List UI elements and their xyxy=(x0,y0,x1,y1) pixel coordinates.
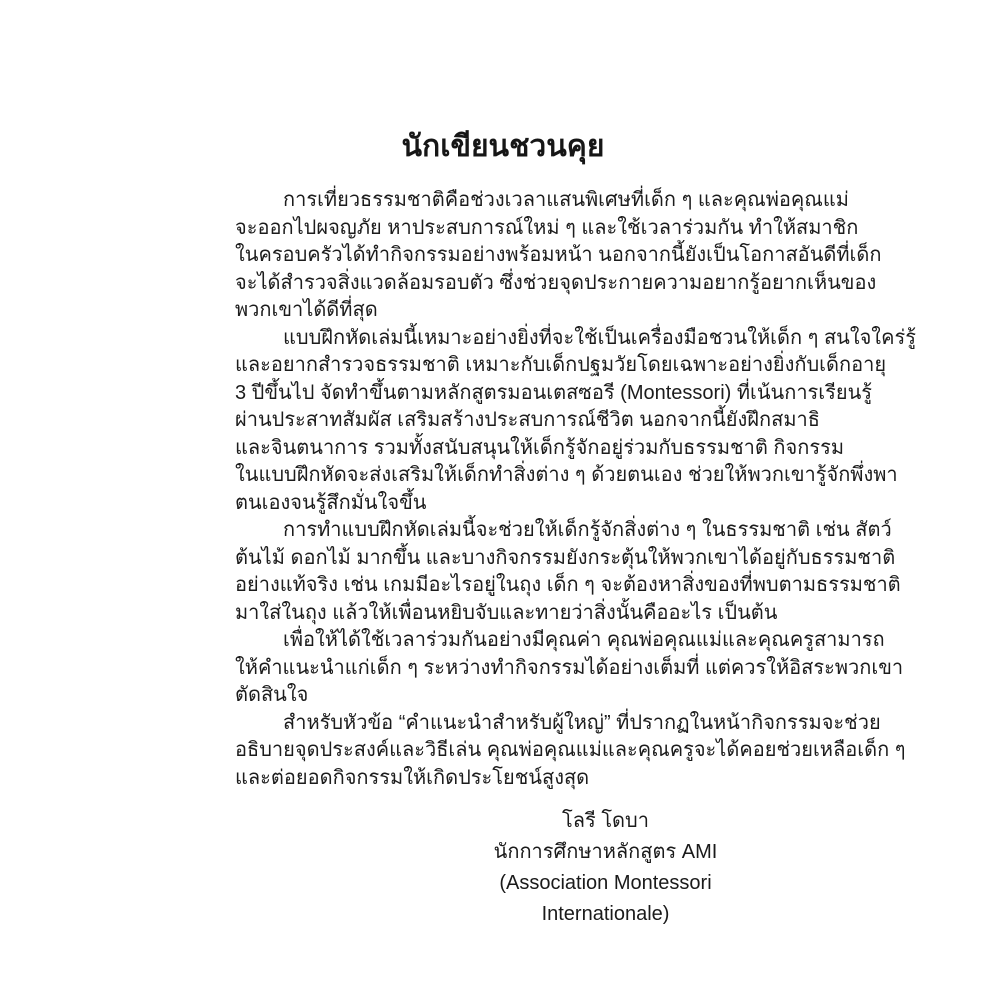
signature-org: (Association Montessori Internationale) xyxy=(499,872,712,925)
page-content xyxy=(235,128,916,930)
signature-name: โลรี โดบา xyxy=(562,810,649,832)
text-line: มาใส่ในถุง แล้วให้เพื่อนหยิบจับและทายว่าสิ่งนั้นคืออะไร เป็นต้น xyxy=(235,601,778,624)
text-line: การเที่ยวธรรมชาติคือช่วงเวลาแสนพิเศษที่เด็ก ๆ และคุณพ่อคุณแม่ xyxy=(283,189,849,211)
text-line: เพื่อให้ได้ใช้เวลาร่วมกันอย่างมีคุณค่า คุณพ่อคุณแม่และคุณครูสามารถ xyxy=(283,629,885,651)
text-line: ต้นไม้ ดอกไม้ มากขึ้น และบางกิจกรรมยังกระตุ้นให้พวกเขาได้อยู่กับธรรมชาติ xyxy=(235,546,896,569)
text-line: ผ่านประสาทสัมผัส เสริมสร้างประสบการณ์ชีวิต นอกจากนี้ยังฝึกสมาธิ xyxy=(235,409,820,431)
text-line: จะได้สำรวจสิ่งแวดล้อมรอบตัว ซึ่งช่วยจุดประกายความอยากรู้อยากเห็นของ xyxy=(235,271,877,294)
text-line: อย่างแท้จริง เช่น เกมมีอะไรอยู่ในถุง เด็ก ๆ จะต้องหาสิ่งของที่พบตามธรรมชาติ xyxy=(235,574,901,596)
text-line: การทำแบบฝึกหัดเล่มนี้จะช่วยให้เด็กรู้จักสิ่งต่าง ๆ ในธรรมชาติ เช่น สัตว์ xyxy=(283,519,892,541)
body-text xyxy=(235,187,916,792)
text-line: ตัดสินใจ xyxy=(235,684,309,706)
text-line: อธิบายจุดประสงค์และวิธีเล่น คุณพ่อคุณแม่และคุณครูจะได้คอยช่วยเหลือเด็ก ๆ xyxy=(235,739,906,761)
text-line: แบบฝึกหัดเล่มนี้เหมาะอย่างยิ่งที่จะใช้เป็นเครื่องมือชวนให้เด็ก ๆ สนใจใคร่รู้ xyxy=(283,326,916,349)
signature-role: นักการศึกษาหลักสูตร AMI xyxy=(493,841,718,863)
text-line: และจินตนาการ รวมทั้งสนับสนุนให้เด็กรู้จักอยู่ร่วมกับธรรมชาติ กิจกรรม xyxy=(235,436,845,459)
text-line: ในครอบครัวได้ทำกิจกรรมอย่างพร้อมหน้า นอกจากนี้ยังเป็นโอกาสอันดีที่เด็ก xyxy=(235,244,882,266)
text-line: และอยากสำรวจธรรมชาติ เหมาะกับเด็กปฐมวัยโดยเฉพาะอย่างยิ่งกับเด็กอายุ xyxy=(235,354,887,376)
text-line: ให้คำแนะนำแก่เด็ก ๆ ระหว่างทำกิจกรรมได้อย่างเต็มที่ แต่ควรให้อิสระพวกเขา xyxy=(235,656,904,679)
text-line: และต่อยอดกิจกรรมให้เกิดประโยชน์สูงสุด xyxy=(235,766,590,789)
signature-block xyxy=(235,806,771,930)
text-line: จะออกไปผจญภัย หาประสบการณ์ใหม่ ๆ และใช้เวลาร่วมกัน ทำให้สมาชิก xyxy=(235,216,859,239)
text-line: พวกเขาได้ดีที่สุด xyxy=(235,299,378,321)
text-line: 3 ปีขึ้นไป จัดทำขึ้นตามหลักสูตรมอนเตสซอรี (Montessori) ที่เน้นการเรียนรู้ xyxy=(235,381,873,404)
text-line: สำหรับหัวข้อ “คำแนะนำสำหรับผู้ใหญ่” ที่ปรากฏในหน้ากิจกรรมจะช่วย xyxy=(283,711,881,734)
text-line: ในแบบฝึกหัดจะส่งเสริมให้เด็กทำสิ่งต่าง ๆ ด้วยตนเอง ช่วยให้พวกเขารู้จักพึ่งพา xyxy=(235,464,898,486)
text-line: ตนเองจนรู้สึกมั่นใจขึ้น xyxy=(235,491,427,514)
page-title: นักเขียนชวนคุย xyxy=(401,130,605,163)
